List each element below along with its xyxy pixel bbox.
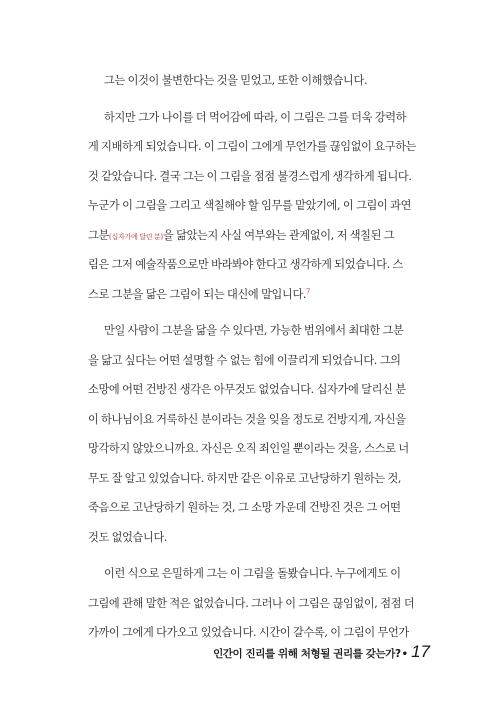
- body-text: [88, 66, 434, 648]
- paragraph-line: 죽음으로 고난당하기 원하는 것, 그 소망 가운데 건방진 것은 그 어떤: [88, 501, 401, 514]
- inline-annotation: (십자가에 달린 분): [108, 232, 163, 241]
- paragraph-line: [88, 280, 434, 310]
- running-title: 인간이 진리를 위해 처형될 권리를 갖는가?: [213, 648, 401, 660]
- line-text: 을 닮았는지 사실 여부와는 관계없이, 저 색칠된 그: [162, 228, 395, 242]
- footnote-marker: 7: [306, 286, 310, 295]
- footer-separator: •: [401, 649, 409, 660]
- paragraph-line: 그는 이것이 불변한다는 것을 믿었고, 또한 이해했습니다.: [104, 74, 368, 87]
- paragraph-line: 그림에 관해 말한 적은 없었습니다. 그러나 이 그림은 끊임없이, 점점 더: [88, 596, 415, 610]
- paragraph-line: 하지만 그가 나이를 더 먹어감에 따라, 이 그림은 그를 더욱 강력하: [104, 110, 407, 124]
- paragraph-line: 림은 그저 예술작품으로만 바라봐야 한다고 생각하게 되었습니다. 스: [88, 258, 403, 271]
- paragraph-line: 이런 식으로 은밀하게 그는 이 그림을 돌봤습니다. 누구에게도 이: [104, 567, 401, 580]
- line-text: 스로 그분을 닮은 그림이 되는 대신에 말입니다.: [88, 287, 307, 301]
- paragraph-line: 을 닮고 싶다는 어떤 설명할 수 없는 힘에 이끌리게 되었습니다. 그의: [88, 353, 401, 367]
- paragraph-line: 소망에 어떤 건방진 생각은 아무것도 없었습니다. 십자가에 달리신 분: [88, 383, 406, 396]
- paragraph-line: [88, 221, 434, 251]
- page-number: 17: [411, 642, 430, 661]
- line-text: 그분: [88, 228, 109, 242]
- paragraph-line: 누군가 이 그림을 그리고 색칠해야 할 임무를 맡았기에, 이 그림이 과연: [88, 199, 412, 212]
- paragraph-line: 망각하지 않았으니까요. 자신은 오직 죄인일 뿐이라는 것을, 스스로 너: [88, 442, 409, 455]
- paragraph-line: 가까이 그에게 다가오고 있었습니다. 시간이 갈수록, 이 그림이 무언가: [88, 626, 409, 639]
- paragraph-line: 게 지배하게 되었습니다. 이 그림이 그에게 무언가를 끊임없이 요구하는: [88, 140, 417, 153]
- paragraph-line: 것도 없었습니다.: [88, 530, 168, 544]
- paragraph-line: 것 같았습니다. 결국 그는 이 그림을 점점 불경스럽게 생각하게 됩니다.: [88, 169, 412, 183]
- paragraph-line: 무도 잘 알고 있었습니다. 하지만 같은 이유로 고난당하기 원하는 것,: [88, 471, 402, 485]
- paragraph-line: 이 하나님이요 거룩하신 분이라는 것을 잊을 정도로 건방지게, 자신을: [88, 412, 406, 426]
- page-footer: [213, 642, 430, 664]
- paragraph-line: 만일 사람이 그분을 닮을 수 있다면, 가능한 범위에서 최대한 그분: [104, 324, 404, 337]
